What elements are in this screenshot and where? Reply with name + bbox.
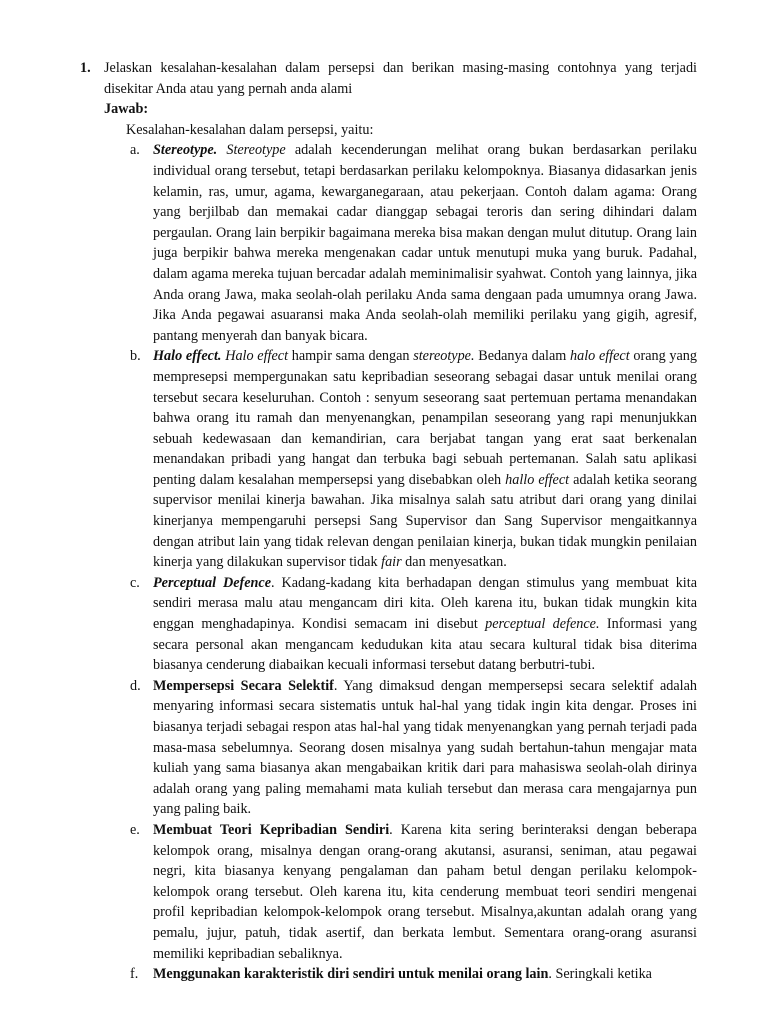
answer-label: Jawab: <box>104 101 149 118</box>
list-item-c <box>104 573 697 676</box>
term-self-characteristics: Menggunakan karakteristik diri sendiri untuk menilai orang lain <box>153 966 549 983</box>
question-1 <box>0 58 768 985</box>
item-text: . Karena kita sering berinteraksi dengan beberapa kelompok orang, misalnya dengan orang-orang akutansi, asuransi, seniman, atau pegawai negri, kita biasanya kenyang pengalaman dan paham betul dengan perilaku kelompok-kelompok orang tersebut. Oleh karena itu, kita cenderung membuat teori sendiri mengenai profil kepribadian kelompok-kelompok orang tersebut. Misalnya,akuntan adalah orang yang pemalu, jujur, patuh, tidak asertif, dan berkata lembut. Sementara orang-orang asuransi memiliki kepribadian sebaliknya. <box>153 821 697 962</box>
item-text: . Kadang-kadang kita berhadapan dengan stimulus yang membuat kita sendiri merasa malu atau mengancam diri kita. Oleh karena itu, bukan tidak mungkin kita enggan menghadapinya. Kondisi semacam ini disebut <box>153 574 697 633</box>
item-italic: Stereotype <box>226 142 286 159</box>
item-text: adalah ketika seorang supervisor menilai kinerja bawahan. Jika misalnya salah satu atribut dari orang yang dinilai kinerjanya mempengaruhi persepsi Sang Supervisor dan Sang Supervisor mengaitkannya dengan atribut lain yang tidak relevan dengan penilaian kinerja, bukan tidak mungkin penilaian kinerja yang dilakukan supervisor tidak <box>153 471 698 571</box>
list-item-e <box>104 820 697 964</box>
item-text: . Yang dimaksud dengan mempersepsi secara selektif adalah menyaring informasi secara sistematis untuk hal-hal yang tidak ingin kita dengar. Proses ini biasanya terjadi sebagai respon atas hal-hal yang tidak menyenangkan yang pernah terjadi pada masa-masa sebelumnya. Seorang dosen misalnya yang sudah bertahun-tahun mengajar mata kuliah yang sama biasanya akan mengabaikan kritik dari para mahasiswa seolah-olah dirinya adalah orang yang paling memahami mata kuliah tersebut dan merasa cara mengajarnya pun yang paling baik. <box>153 677 698 818</box>
list-item-d <box>104 676 697 820</box>
item-italic: hallo effect <box>505 471 570 488</box>
item-italic: perceptual defence. <box>485 616 600 633</box>
term-halo-effect: Halo effect. <box>153 348 222 365</box>
item-italic: halo effect <box>570 348 630 365</box>
item-italic: fair <box>381 554 402 571</box>
item-text: orang yang mempresepsi mempergunakan satu kepribadian seseorang sebagai dasar untuk menilai orang tersebut secara keseluruhan. Contoh : senyum seseorang saat pertemuan pertama menandakan bahwa orang itu ramah dan menyenangkan, penampilan seseorang yang rapi menunjukkan sebuah kedewasaan dan kemandirian, cara berjabat tangan yang erat saat berkenalan menandakan pribadi yang hangat dan terbuka bagi sebuah pertemanan. Salah satu aplikasi penting dalam kesalahan mempersepsi yang disebabkan oleh <box>153 348 697 488</box>
item-italic: stereotype. <box>413 348 475 365</box>
item-text: . Seringkali ketika <box>548 966 652 983</box>
list-letter: c. <box>130 574 140 591</box>
question-number: 1. <box>80 60 91 76</box>
term-personal-theory: Membuat Teori Kepribadian Sendiri <box>153 821 390 838</box>
list-letter: e. <box>130 821 140 838</box>
item-text: Informasi yang secara personal akan mengancam kedudukan kita atau secara kultural tidak bisa diterima biasanya cenderung diabaikan kecuali informasi tersebut datang berbutri-tubi. <box>153 616 697 674</box>
list-letter: d. <box>130 677 141 694</box>
item-text: hampir sama dengan <box>288 348 414 365</box>
term-perceptual-defence: Perceptual Defence <box>153 574 271 591</box>
question-text: Jelaskan kesalahan-kesalahan dalam persepsi dan berikan masing-masing contohnya yang terjadi disekitar Anda atau yang pernah anda alami <box>104 60 697 97</box>
item-italic: Halo effect <box>225 348 289 365</box>
list-letter: a. <box>130 142 140 159</box>
term-selective-perception: Mempersepsi Secara Selektif <box>153 677 334 694</box>
list-item-b <box>104 346 697 573</box>
list-item-a <box>104 140 697 346</box>
list-letter: b. <box>130 348 141 365</box>
answer-intro: Kesalahan-kesalahan dalam persepsi, yaitu: <box>126 121 374 138</box>
document-page <box>0 58 768 985</box>
list-item-f <box>104 964 697 985</box>
perception-errors-list <box>104 140 697 984</box>
term-stereotype: Stereotype. <box>153 142 218 159</box>
item-text: dan menyesatkan. <box>401 554 507 571</box>
list-letter: f. <box>130 966 139 983</box>
item-text <box>217 142 226 158</box>
item-text: adalah kecenderungan melihat orang bukan berdasarkan perilaku individual orang tersebut, tetapi berdasarkan perilaku kelompoknya. Biasanya didasarkan jenis kelamin, ras, umur, agama, kewarganegaraan, atau pekerjaan. Contoh dalam agama: Orang yang berjilbab dan memakai cadar dianggap sebagai teroris dan sering dihindari dalam pergaulan. Orang lain berpikir bagaimana mereka bisa makan dengan mulut ditutup. Orang lain juga berpikir bahwa mereka mengenakan cadar untuk menutupi muka yang buruk. Padahal, dalam agama mereka tujuan bercadar adalah meminimalisir syahwat. Contoh yang lainnya, jika Anda orang Jawa, maka seolah-olah perilaku Anda sama dengaan pada umumnya orang Jawa. Jika Anda pegawai asuaransi maka Anda seolah-olah memiliki perilaku yang gigih, agresif, pantang menyerah dan banyak bicara. <box>153 142 697 344</box>
item-text: Bedanya dalam <box>474 348 570 365</box>
